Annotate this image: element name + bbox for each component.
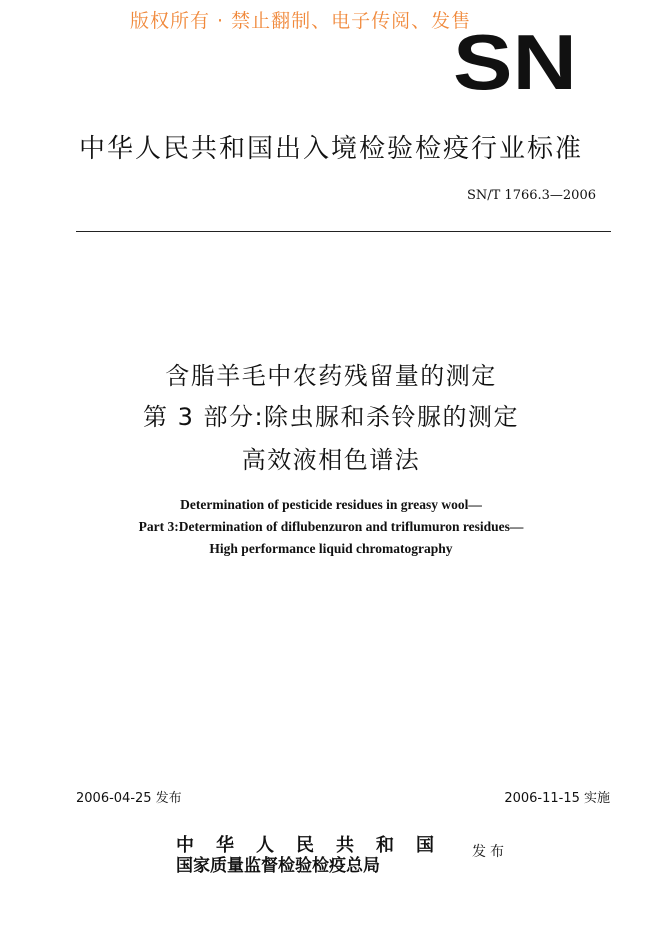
title-en-line-3: High performance liquid chromatography [209,541,453,556]
issuer-title: 中华人民共和国出入境检验检疫行业标准 [78,134,583,164]
title-en-line-2: Part 3:Determination of diflubenzuron and triflumuron residues— [138,519,524,534]
header-divider [76,231,611,232]
standard-number: SN/T 1766.3—2006 [466,188,596,203]
title-en-line-1: Determination of pesticide residues in greasy wool— [180,497,482,512]
watermark-text: 版权所有 · 禁止翻制、电子传阅、发售 [130,10,472,32]
implementation-date: 2006-11-15 实施 [504,791,610,806]
title-cn-line-3: 高效液相色谱法 [241,446,421,474]
title-cn-line-2: 第 3 部分:除虫脲和杀铃脲的测定 [142,403,520,431]
sn-logo-text: SN [453,32,577,92]
title-cn-line-1: 含脂羊毛中农药残留量的测定 [165,362,497,390]
publish-label: 发布 [472,844,508,860]
issue-date: 2006-04-25 发布 [76,791,182,806]
sn-logo [452,32,578,92]
publisher-name-line-1: 中华人民共和国 [176,835,456,856]
publisher-name-line-2: 国家质量监督检验检疫总局 [176,856,380,876]
